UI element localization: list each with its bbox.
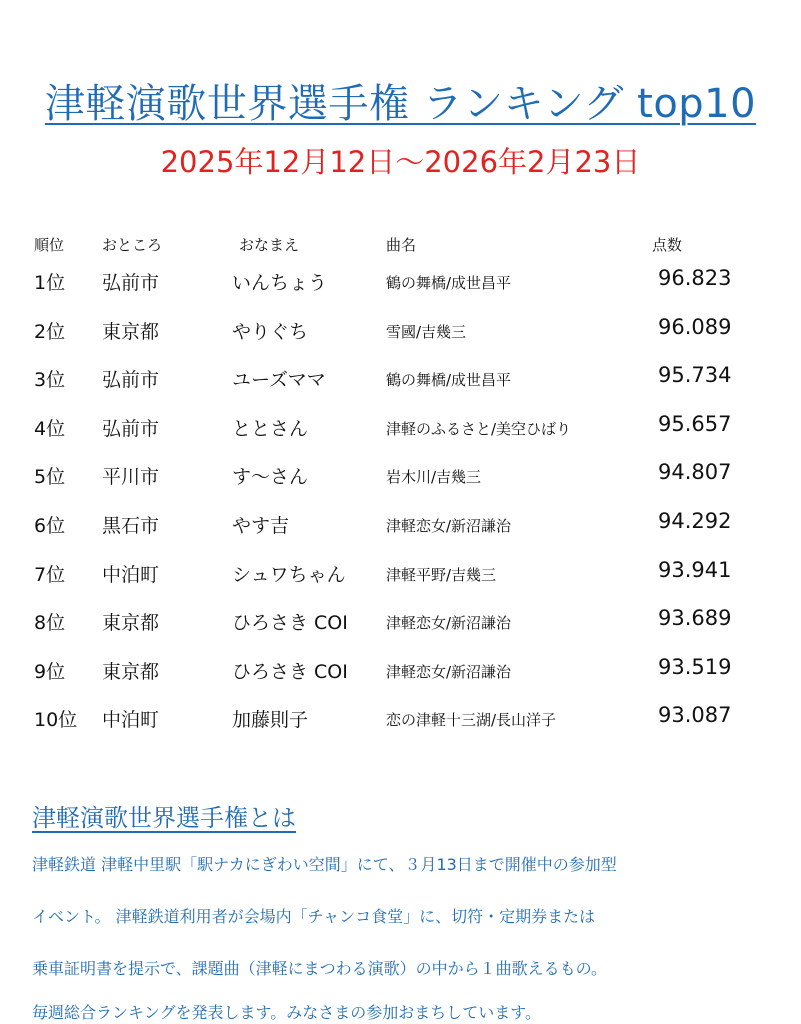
ranking-row xyxy=(34,600,774,649)
ranking-row xyxy=(34,454,774,503)
ranking-table xyxy=(34,232,774,746)
name-cell: ととさん xyxy=(232,417,309,440)
about-section-title: 津軽演歌世界選手権とは xyxy=(32,804,296,832)
score-cell: 93.087 xyxy=(658,703,732,728)
song-cell: 津軽恋女/新沼謙治 xyxy=(386,662,512,681)
song-cell: 津軽平野/吉幾三 xyxy=(386,565,497,584)
score-cell: 94.807 xyxy=(658,460,732,485)
column-header-rank: 順位 xyxy=(34,236,65,254)
rank-cell: 9位 xyxy=(34,660,66,683)
rank-cell: 7位 xyxy=(34,563,66,586)
place-cell: 東京都 xyxy=(102,660,160,683)
song-cell: 津軽恋女/新沼謙治 xyxy=(386,614,512,633)
score-cell: 95.657 xyxy=(658,411,732,436)
score-cell: 96.823 xyxy=(658,266,732,290)
rank-cell: 6位 xyxy=(34,514,66,537)
about-text-line: 毎週総合ランキングを発表します。みなさまの参加おまちしています。 xyxy=(32,1003,541,1022)
song-cell: 雪國/吉幾三 xyxy=(386,322,467,341)
date-range: 2025年12月12日～2026年2月23日 xyxy=(160,145,641,179)
score-cell: 95.734 xyxy=(658,363,732,388)
place-cell: 中泊町 xyxy=(102,563,160,586)
song-cell: 鶴の舞橋/成世昌平 xyxy=(386,371,512,390)
ranking-row xyxy=(34,260,774,309)
name-cell: やりぐち xyxy=(232,320,309,343)
score-cell: 94.292 xyxy=(658,508,732,533)
song-cell: 岩木川/吉幾三 xyxy=(386,468,482,487)
ranking-row xyxy=(34,697,774,746)
rank-cell: 10位 xyxy=(34,709,78,732)
page-title: 津軽演歌世界選手権 ランキング top10 xyxy=(44,81,757,127)
place-cell: 中泊町 xyxy=(102,709,160,732)
column-header-name: おなまえ xyxy=(239,236,300,254)
place-cell: 弘前市 xyxy=(102,417,160,440)
rank-cell: 1位 xyxy=(34,272,66,294)
name-cell: シュワちゃん xyxy=(232,563,346,586)
name-cell: す～さん xyxy=(232,466,309,489)
rank-cell: 3位 xyxy=(34,369,66,392)
name-cell: いんちょう xyxy=(232,272,328,294)
rank-cell: 8位 xyxy=(34,612,66,635)
score-cell: 93.519 xyxy=(658,654,732,679)
rank-cell: 5位 xyxy=(34,466,66,489)
name-cell: ひろさき COI xyxy=(232,612,348,635)
name-cell: ユーズママ xyxy=(232,369,326,392)
rank-cell: 2位 xyxy=(34,320,66,343)
score-cell: 96.089 xyxy=(658,314,732,339)
name-cell: やす吉 xyxy=(232,514,290,537)
rank-cell: 4位 xyxy=(34,417,66,440)
place-cell: 東京都 xyxy=(102,612,160,635)
about-text-line: 津軽鉄道 津軽中里駅「駅ナカにぎわい空間」にて、３月13日まで開催中の参加型 xyxy=(32,855,617,874)
song-cell: 鶴の舞橋/成世昌平 xyxy=(386,274,512,292)
ranking-row xyxy=(34,649,774,698)
song-cell: 津軽のふるさと/美空ひばり xyxy=(386,419,572,438)
song-cell: 津軽恋女/新沼謙治 xyxy=(386,516,512,535)
ranking-row xyxy=(34,406,774,455)
name-cell: ひろさき COI xyxy=(232,660,348,683)
column-header-song: 曲名 xyxy=(386,236,417,254)
song-cell: 恋の津軽十三湖/長山洋子 xyxy=(386,711,557,730)
score-cell: 93.941 xyxy=(658,557,732,582)
ranking-row xyxy=(34,552,774,601)
name-cell: 加藤則子 xyxy=(232,709,309,732)
ranking-row xyxy=(34,357,774,406)
ranking-row xyxy=(34,309,774,358)
about-text-line: イベント。 津軽鉄道利用者が会場内「チャンコ食堂」に、切符・定期券または xyxy=(32,907,596,926)
score-cell: 93.689 xyxy=(658,606,732,631)
place-cell: 弘前市 xyxy=(102,369,160,392)
place-cell: 黒石市 xyxy=(102,514,160,537)
column-header-score: 点数 xyxy=(652,236,683,254)
place-cell: 弘前市 xyxy=(102,272,160,294)
place-cell: 東京都 xyxy=(102,320,160,343)
ranking-header-row xyxy=(34,232,774,260)
about-text-line: 乗車証明書を提示で、課題曲（津軽にまつわる演歌）の中から１曲歌えるもの。 xyxy=(32,959,608,978)
ranking-row xyxy=(34,503,774,552)
place-cell: 平川市 xyxy=(102,466,160,489)
column-header-place: おところ xyxy=(102,236,163,254)
